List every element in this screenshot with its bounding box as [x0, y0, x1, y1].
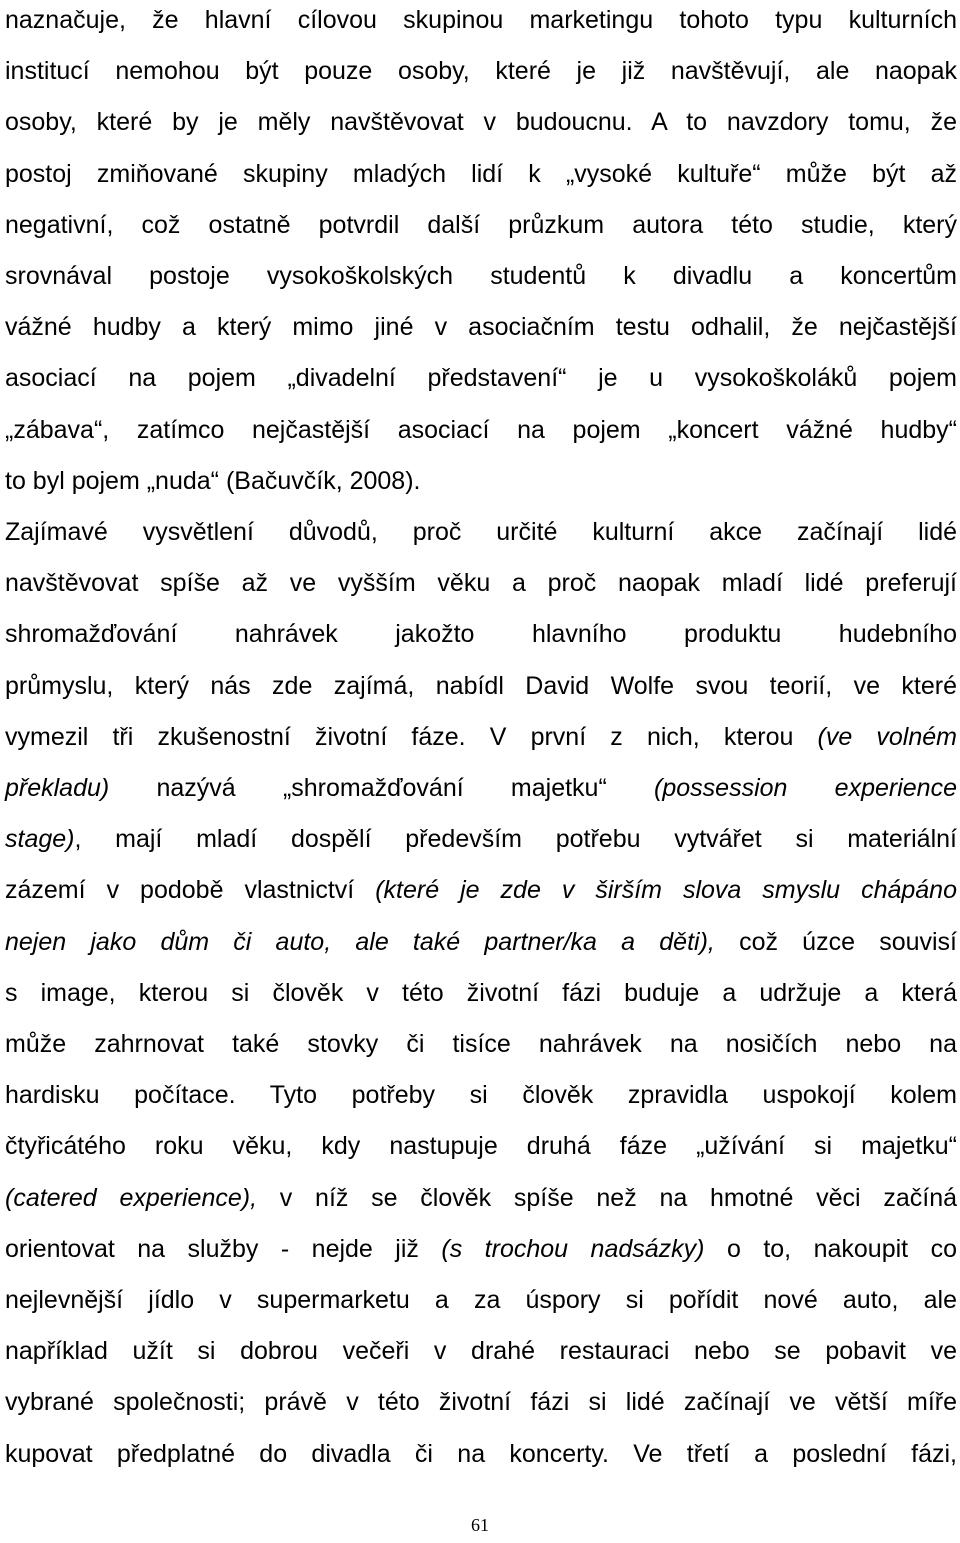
text-segment: naznačuje, že hlavní cílovou skupinou marketingu tohoto typu kulturních — [5, 6, 957, 34]
text-segment: orientovat na služby - nejde již — [5, 1234, 442, 1263]
text-line — [5, 154, 957, 194]
italic-text-segment: (catered experience), — [5, 1183, 258, 1212]
text-segment: v níž se člověk spíše než na hmotné věci začíná — [257, 1183, 958, 1212]
text-segment: s image, kterou si člověk v této životní fázi buduje a udržuje a která — [5, 978, 957, 1007]
italic-text-segment: stage) — [5, 825, 75, 854]
text-segment: „zábava“, zatímco nejčastější asociací na pojem „koncert vážné hudby“ — [5, 415, 957, 444]
text-line — [5, 717, 957, 757]
text-segment: o to, nakoupit co — [704, 1234, 957, 1263]
text-line — [5, 1434, 957, 1474]
text-line — [5, 870, 957, 910]
italic-text-segment: (ve volném — [817, 722, 957, 751]
text-line — [5, 51, 957, 91]
text-segment: hardisku počítace. Tyto potřeby si člověk zpravidla uspokojí kolem — [5, 1081, 957, 1110]
text-segment: , mají mladí dospělí především potřebu vytvářet si materiální — [74, 825, 957, 854]
text-line — [5, 768, 957, 808]
text-line — [5, 563, 957, 603]
text-line — [5, 1178, 957, 1218]
text-segment: to byl pojem „nuda“ (Bačuvčík, 2008). — [5, 466, 421, 495]
italic-text-segment: (s trochou nadsázky) — [441, 1234, 705, 1263]
text-segment: kupovat předplatné do divadla či na koncerty. Ve třetí a poslední fázi, — [5, 1439, 957, 1468]
text-segment: vybrané společnosti; právě v této životní fázi si lidé začínají ve větší míře — [5, 1388, 957, 1417]
text-line — [5, 666, 957, 706]
text-line — [5, 102, 957, 142]
page-number: 61 — [471, 1515, 489, 1535]
text-segment: negativní, což ostatně potvrdil další průzkum autora této studie, který — [5, 210, 957, 239]
text-segment: srovnával postoje vysokoškolských studentů k divadlu a koncertům — [5, 262, 957, 290]
text-segment: Zajímavé vysvětlení důvodů, proč určité kulturní akce začínají lidé — [5, 518, 957, 546]
text-line — [5, 512, 957, 552]
italic-text-segment: (possession experience — [654, 774, 957, 802]
text-line — [5, 1331, 957, 1371]
italic-text-segment: nejen jako dům či auto, ale také partner/ka a děti), — [5, 927, 715, 956]
text-segment: nejlevnější jídlo v supermarketu a za úspory si pořídit nové auto, ale — [5, 1286, 957, 1314]
text-segment: může zahrnovat také stovky či tisíce nahrávek na nosičích nebo na — [5, 1030, 957, 1058]
italic-text-segment: překladu) — [5, 774, 110, 802]
italic-text-segment: (které je zde v širším slova smyslu chápáno — [375, 876, 957, 905]
text-line — [5, 1075, 957, 1115]
text-line — [5, 1024, 957, 1064]
text-segment: zázemí v podobě vlastnictví — [5, 876, 376, 905]
text-line — [5, 307, 957, 347]
text-line — [5, 1126, 957, 1166]
text-line — [5, 205, 957, 245]
text-segment: institucí nemohou být pouze osoby, které je již navštěvují, ale naopak — [5, 57, 957, 86]
text-line — [5, 1280, 957, 1320]
text-segment: vážné hudby a který mimo jiné v asociačním testu odhalil, že nejčastější — [5, 313, 957, 342]
text-line — [5, 358, 957, 398]
text-segment: čtyřicátého roku věku, kdy nastupuje druhá fáze „užívání si majetku“ — [5, 1132, 957, 1161]
text-line — [5, 461, 957, 501]
text-segment: což úzce souvisí — [714, 927, 958, 956]
text-line — [5, 973, 957, 1013]
text-line — [5, 819, 957, 859]
text-segment: navštěvovat spíše až ve vyšším věku a proč naopak mladí lidé preferují — [5, 569, 957, 598]
text-line — [5, 256, 957, 296]
text-line — [5, 0, 957, 40]
text-segment: shromažďování nahrávek jakožto hlavního produktu hudebního — [5, 620, 957, 649]
text-segment: nazývá „shromažďování majetku“ — [109, 774, 655, 802]
text-segment: průmyslu, který nás zde zajímá, nabídl David Wolfe svou teorií, ve které — [5, 671, 957, 700]
text-segment: asociací na pojem „divadelní představení“ je u vysokoškoláků pojem — [5, 364, 957, 393]
text-line — [5, 614, 957, 654]
text-segment: například užít si dobrou večeři v drahé restauraci nebo se pobavit ve — [5, 1337, 957, 1366]
text-line — [5, 1382, 957, 1422]
text-line — [5, 922, 957, 962]
text-line — [5, 1229, 957, 1269]
text-line — [5, 410, 957, 450]
text-segment: osoby, které by je měly navštěvovat v budoucnu. A to navzdory tomu, že — [5, 108, 957, 137]
text-segment: vymezil tři zkušenostní životní fáze. V první z nich, kterou — [5, 722, 818, 751]
text-segment: postoj zmiňované skupiny mladých lidí k „vysoké kultuře“ může být až — [5, 159, 957, 188]
